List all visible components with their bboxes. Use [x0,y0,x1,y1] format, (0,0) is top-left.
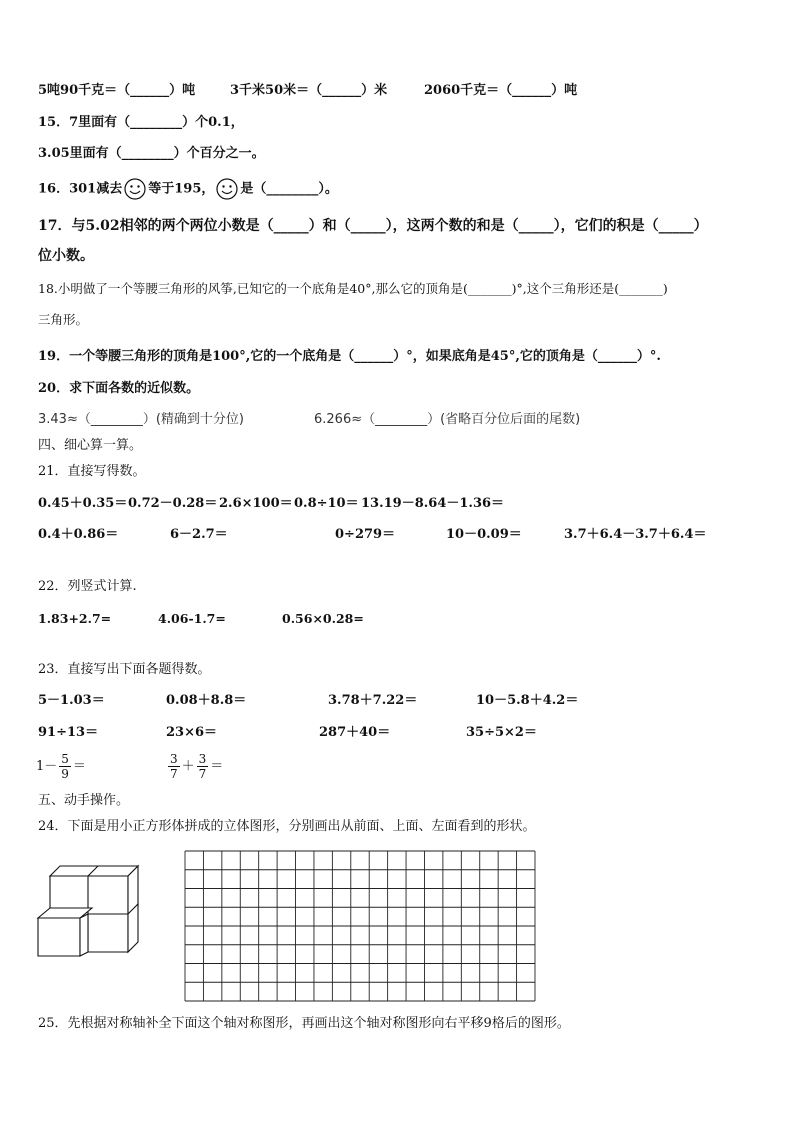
q23-frac1-lead: 1－ [36,758,58,774]
q14-b: 3千米50米＝（______）米 [230,83,388,98]
q21-r2-5: 3.7＋6.4－3.7＋6.4＝ [564,527,707,542]
q21-r1-1: 0.45＋0.35＝ [38,496,128,511]
cube-face-front [38,918,80,956]
numerator: 3 [170,752,178,766]
q23-frac1-tail: ＝ [72,758,86,774]
q21-r2-2: 6－2.7＝ [170,527,228,542]
q21-r1-5: 13.19－8.64－1.36＝ [361,496,505,511]
smiley-face-icon [216,178,238,200]
q22-item-2: 4.06-1.7= [158,611,226,626]
smiley-face-icon [124,178,146,200]
q16-post: 是（________）。 [240,181,338,197]
cube-face-front [88,876,128,916]
denominator: 7 [198,767,207,781]
q15-line2: 3.05里面有（________）个百分之一。 [38,146,265,161]
numerator: 5 [61,752,69,766]
q21-r2-3: 0÷279＝ [335,527,396,542]
q23-title: 23．直接写出下面各题得数。 [38,662,211,677]
numerator: 3 [198,752,207,766]
q23-r1-2: 0.08＋8.8＝ [166,693,247,708]
q21-r1-2: 0.72－0.28＝ [128,496,218,511]
q25-text: 25．先根据对称轴补全下面这个轴对称图形，再画出这个轴对称图形向右平移9格后的图形。 [38,1016,570,1031]
fraction [59,752,71,781]
q16-mid: 等于195， [148,181,215,197]
q21-r1-4: 0.8÷10＝ [294,496,359,511]
q21-r1-3: 2.6×100＝ [219,496,293,511]
q24-text: 24．下面是用小正方形体拼成的立体图形，分别画出从前面、上面、左面看到的形状。 [38,819,536,834]
q23-r1-3: 3.78＋7.22＝ [328,693,418,708]
fraction [197,752,209,781]
q21-r2-1: 0.4＋0.86＝ [38,527,119,542]
q23-frac-expr-2 [166,752,223,781]
q22-item-3: 0.56×0.28= [282,611,364,626]
q21-title: 21．直接写得数。 [38,464,146,479]
denominator: 7 [170,767,178,781]
q17-line1: 17．与5.02相邻的两个两位小数是（_____）和（_____），这两个数的和是（_____），它们的积是（_____） [38,218,708,234]
drawing-grid [184,850,536,1002]
cube-face-side [80,914,88,956]
q23-frac-expr-1 [36,752,86,781]
fraction [168,752,180,781]
q23-r1-1: 5－1.03＝ [38,693,105,708]
q20-title: 20．求下面各数的近似数。 [38,381,200,396]
q23-r1-4: 10－5.8＋4.2＝ [476,693,579,708]
q22-title: 22．列竖式计算. [38,579,137,594]
q18-line1: 18.小明做了一个等腰三角形的风筝,已知它的一个底角是40°,那么它的顶角是(_______)°,这个三角形还是(_______) [38,281,668,296]
q14-c: 2060千克＝（______）吨 [424,83,578,98]
plus-operator: ＋ [181,758,195,774]
q15-line1: 15．7里面有（________）个0.1， [38,115,244,130]
q20-b: 6.266≈（________）(省略百分位后面的尾数) [314,412,581,427]
section4-heading: 四、细心算一算。 [38,438,143,453]
q14-a: 5吨90千克＝（______）吨 [38,83,196,98]
cube-figure [36,858,142,958]
q23-r2-2: 23×6＝ [166,725,218,740]
q16-line [38,178,338,200]
q18-line2: 三角形。 [38,312,89,327]
q21-r2-4: 10－0.09＝ [446,527,522,542]
q20-a: 3.43≈（________）(精确到十分位) [38,412,244,427]
denominator: 9 [61,767,69,781]
q23-frac2-tail: ＝ [210,758,224,774]
q23-r2-1: 91÷13＝ [38,725,99,740]
q23-r2-3: 287＋40＝ [319,725,391,740]
q19-line: 19．一个等腰三角形的顶角是100°,它的一个底角是（______）°，如果底角是45°,它的顶角是（______）°. [38,349,661,364]
q17-line2: 位小数。 [38,248,94,264]
cube-face-front [88,914,128,952]
q22-item-1: 1.83+2.7= [38,611,112,626]
q16-pre: 16．301减去 [38,181,123,197]
section5-heading: 五、动手操作。 [38,793,130,808]
q23-r2-4: 35÷5×2＝ [466,725,537,740]
